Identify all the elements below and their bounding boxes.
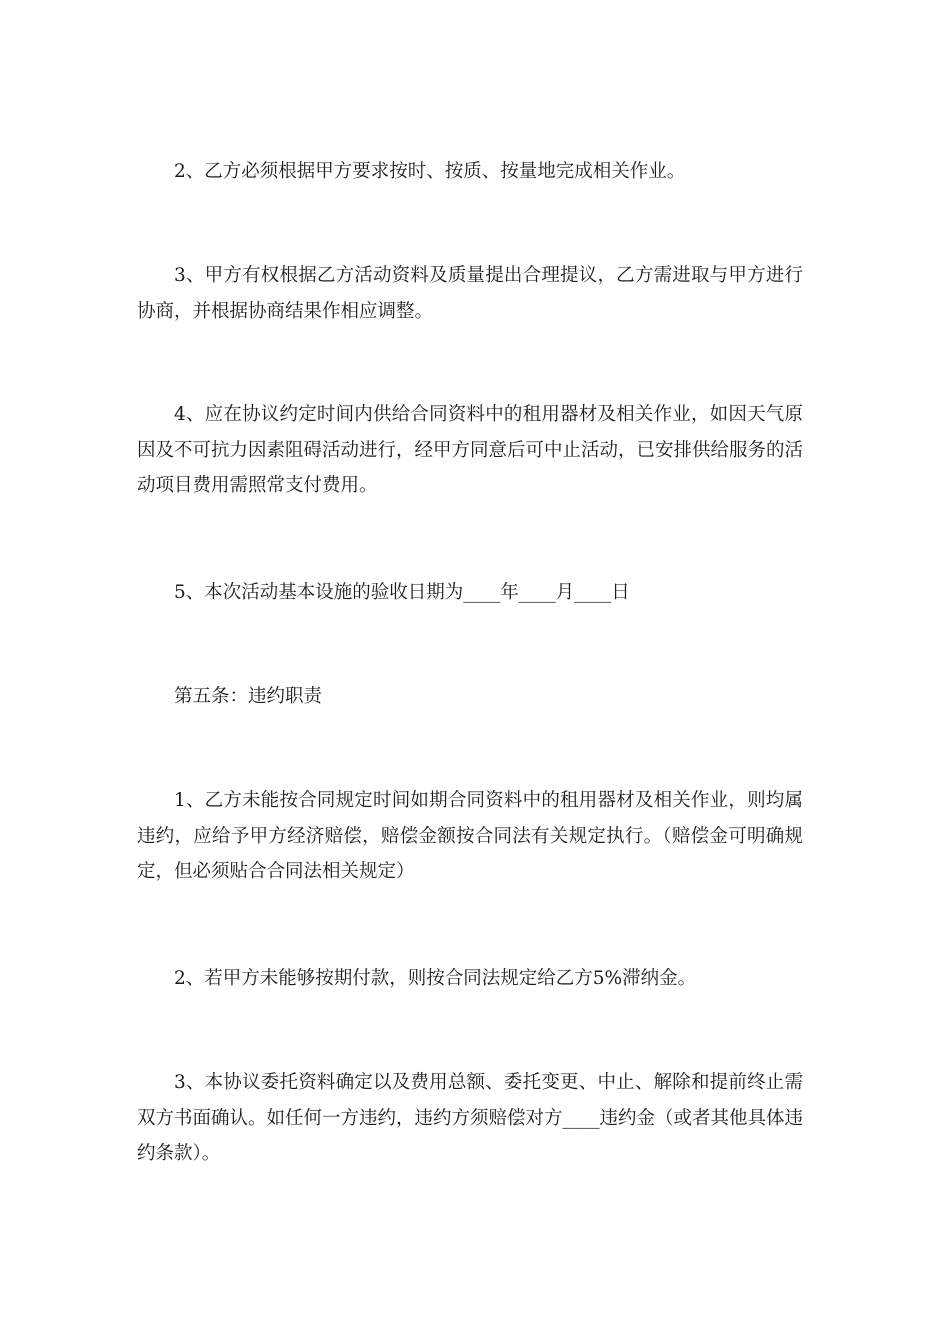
clause-4-item-2: 2、乙方必须根据甲方要求按时、按质、按量地完成相关作业。 bbox=[174, 161, 686, 182]
clause-5-item-1: 1、乙方未能按合同规定时间如期合同资料中的租用器材及相关作业，则均属违约，应给予甲方经济赔偿，赔偿金额按合同法有关规定执行。（赔偿金可明确规定，但必须贴合合同法相关规定） bbox=[137, 790, 803, 882]
clause-5-item-3: 3、本协议委托资料确定以及费用总额、委托变更、中止、解除和提前终止需双方书面确认。如任何一方违约，违约方须赔偿对方____违约金（或者其他具体违约条款）。 bbox=[137, 1072, 804, 1164]
clause-5-heading: 第五条：违约职责 bbox=[174, 686, 323, 707]
clause-5-item-2: 2、若甲方未能够按期付款，则按合同法规定给乙方5%滞纳金。 bbox=[174, 968, 697, 989]
clause-4-item-3: 3、甲方有权根据乙方活动资料及质量提出合理提议，乙方需进取与甲方进行协商，并根据协商结果作相应调整。 bbox=[137, 265, 803, 322]
clause-4-item-5: 5、本次活动基本设施的验收日期为____年____月____日 bbox=[174, 582, 630, 603]
clause-4-item-4: 4、应在协议约定时间内供给合同资料中的租用器材及相关作业，如因天气原因及不可抗力因素阻碍活动进行，经甲方同意后可中止活动，已安排供给服务的活动项目费用需照常支付费用。 bbox=[137, 404, 804, 496]
